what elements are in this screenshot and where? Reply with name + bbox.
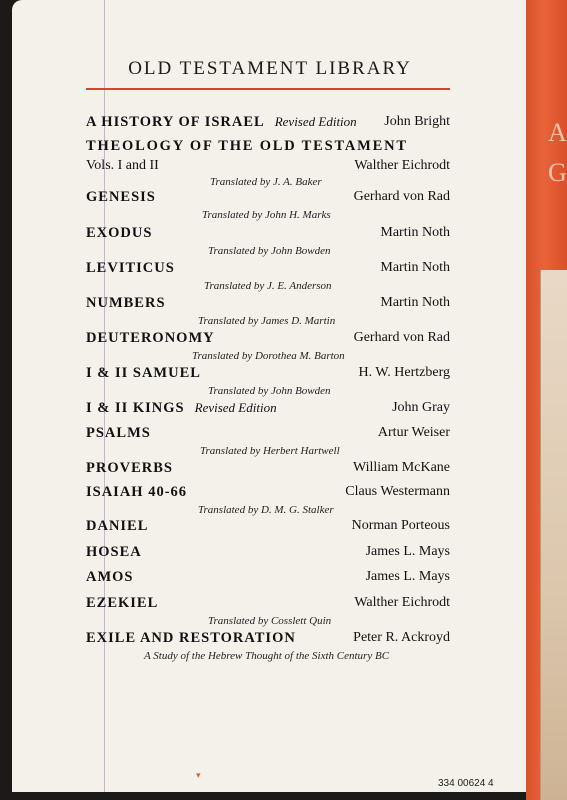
book-title: PROVERBS <box>86 460 173 476</box>
translator-line: Translated by J. E. Anderson <box>204 280 332 292</box>
book-entry <box>86 630 450 666</box>
book-entry <box>86 569 450 589</box>
book-entry <box>86 138 450 192</box>
book-author: Martin Noth <box>380 260 450 275</box>
series-title: OLD TESTAMENT LIBRARY <box>128 58 412 79</box>
book-author: H. W. Hertzberg <box>358 365 450 380</box>
book-title: AMOS <box>86 569 134 585</box>
translator-line: Translated by John Bowden <box>208 245 331 257</box>
translator-line: Translated by Dorothea M. Barton <box>192 350 345 362</box>
book-author: William McKane <box>352 460 450 475</box>
spine-letter: G <box>548 158 567 187</box>
isbn-number: 334 00624 4 <box>438 778 494 789</box>
book-title: PSALMS <box>86 425 151 441</box>
book-author: John Gray <box>392 400 450 415</box>
book-edition: Revised Edition <box>274 114 357 129</box>
book-entry <box>86 295 450 331</box>
book-title: GENESIS <box>86 189 156 205</box>
book-entry <box>86 330 450 366</box>
header-rule <box>86 88 450 90</box>
book-title: EXILE AND RESTORATION <box>86 630 296 646</box>
book-author: Walther Eichrodt <box>354 158 450 173</box>
book-title: THEOLOGY OF THE OLD TESTAMENT <box>86 138 408 154</box>
book-entry <box>86 595 450 631</box>
translator-line: Translated by John Bowden <box>208 385 331 397</box>
book-title: EZEKIEL <box>86 595 159 611</box>
book-entry <box>86 400 450 420</box>
book-title: I & II SAMUEL <box>86 365 201 381</box>
book-entry <box>86 365 450 401</box>
book-author: John Bright <box>384 114 450 129</box>
book-title: DANIEL <box>86 518 149 534</box>
translator-line: Translated by D. M. G. Stalker <box>198 504 334 516</box>
book-author: Martin Noth <box>380 225 450 240</box>
book-title: NUMBERS <box>86 295 166 311</box>
book-entry <box>86 460 450 480</box>
book-author: Gerhard von Rad <box>353 330 450 345</box>
translator-line: Translated by J. A. Baker <box>210 176 322 188</box>
book-entry <box>86 425 450 461</box>
book-volumes: Vols. I and II <box>86 158 159 173</box>
book-entry <box>86 484 450 520</box>
book-entry <box>86 544 450 564</box>
book-title: EXODUS <box>86 225 153 241</box>
book-title: A HISTORY OF ISRAEL Revised Edition <box>86 114 357 130</box>
spine-letter: A <box>548 118 567 147</box>
spine-illustration <box>540 270 567 800</box>
book-entry <box>86 225 450 261</box>
book-author: Peter R. Ackroyd <box>353 630 450 645</box>
translator-line: Translated by John H. Marks <box>202 209 331 221</box>
book-author: Walther Eichrodt <box>354 595 450 610</box>
book-title: I & II KINGS Revised Edition <box>86 400 277 416</box>
book-author: Claus Westermann <box>345 484 450 499</box>
translator-line: Translated by Cosslett Quin <box>208 615 332 627</box>
book-title: DEUTERONOMY <box>86 330 215 346</box>
book-author: James L. Mays <box>365 569 450 584</box>
translator-line: Translated by Herbert Hartwell <box>200 445 340 457</box>
book-author: Norman Porteous <box>351 518 450 533</box>
book-entry <box>86 189 450 225</box>
book-title: LEVITICUS <box>86 260 175 276</box>
book-edition: Revised Edition <box>194 400 277 415</box>
book-author: Martin Noth <box>380 295 450 310</box>
book-entry <box>86 260 450 296</box>
book-author: Artur Weiser <box>377 425 450 440</box>
book-entry <box>86 518 450 538</box>
ink-fleck: ▾ <box>196 770 201 780</box>
translator-line: Translated by James D. Martin <box>198 315 336 327</box>
book-entry <box>86 114 450 134</box>
book-author: Gerhard von Rad <box>353 189 450 204</box>
book-subtitle: A Study of the Hebrew Thought of the Sixth Century BC <box>144 650 390 662</box>
book-title: HOSEA <box>86 544 142 560</box>
book-author: James L. Mays <box>365 544 450 559</box>
book-title: ISAIAH 40-66 <box>86 484 188 500</box>
